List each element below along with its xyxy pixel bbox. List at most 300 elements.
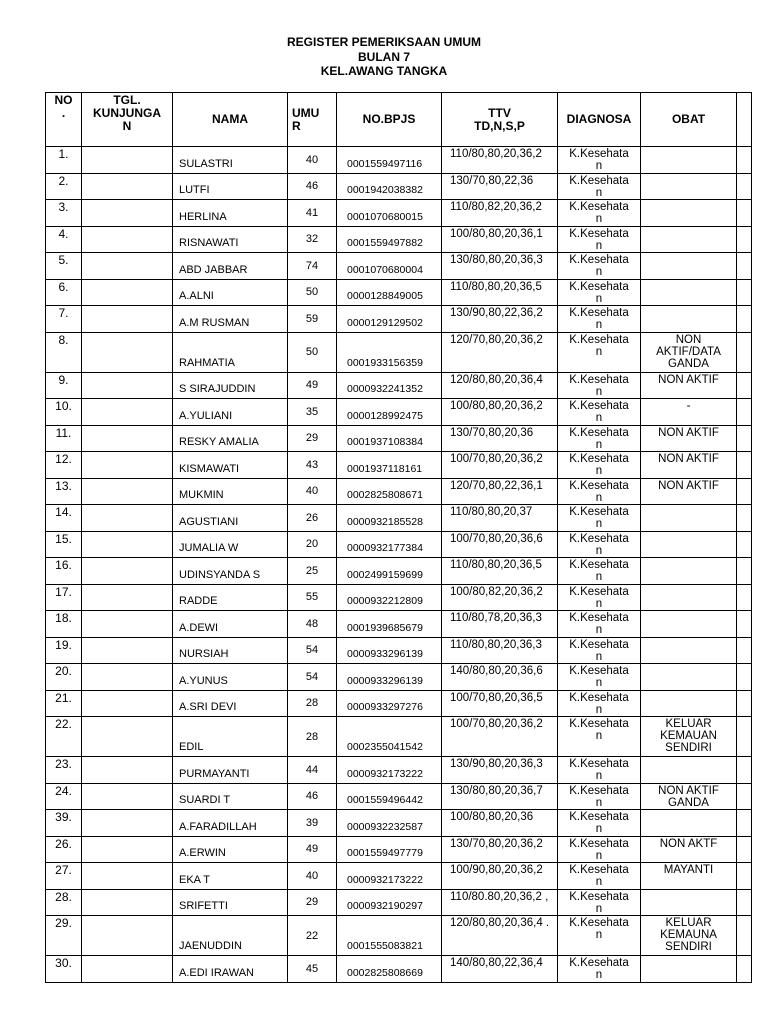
cell-extra: [737, 836, 752, 863]
cell-extra: [737, 200, 752, 227]
cell-no: 2.: [46, 173, 82, 200]
cell-ttv: 110/80.80,20,36,2 ,: [442, 889, 558, 916]
cell-extra: [737, 452, 752, 479]
cell-obat: KELUAR KEMAUNA SENDIRI: [641, 916, 737, 956]
table-row: [46, 399, 752, 426]
column-header-obat: OBAT: [641, 93, 737, 147]
cell-ttv: 130/80,80,20,36,7: [442, 783, 558, 810]
table-row: [46, 452, 752, 479]
cell-extra: [737, 611, 752, 638]
cell-extra: [737, 889, 752, 916]
cell-tgl-kunjungan: [82, 584, 173, 611]
cell-tgl-kunjungan: [82, 372, 173, 399]
cell-no: 4.: [46, 226, 82, 253]
cell-diagnosa: K.Kesehata n: [558, 836, 641, 863]
cell-nama: A.YULIANI: [173, 399, 288, 426]
cell-tgl-kunjungan: [82, 558, 173, 585]
cell-umur: 20: [288, 531, 337, 558]
column-header-tgl-kunjungan: TGL. KUNJUNGA N: [82, 93, 173, 147]
cell-no-bpjs: 0001070680015: [337, 200, 442, 227]
cell-ttv: 110/80,80,20,36,5: [442, 558, 558, 585]
table-row: [46, 173, 752, 200]
cell-diagnosa: K.Kesehata n: [558, 372, 641, 399]
cell-tgl-kunjungan: [82, 810, 173, 837]
column-header-extra: [737, 93, 752, 147]
cell-tgl-kunjungan: [82, 306, 173, 333]
cell-umur: 48: [288, 611, 337, 638]
cell-no: 18.: [46, 611, 82, 638]
cell-tgl-kunjungan: [82, 200, 173, 227]
table-row: [46, 253, 752, 280]
cell-extra: [737, 863, 752, 890]
cell-obat: -: [641, 399, 737, 426]
cell-umur: 54: [288, 637, 337, 664]
cell-extra: [737, 664, 752, 691]
cell-nama: JUMALIA W: [173, 531, 288, 558]
cell-no: 10.: [46, 399, 82, 426]
cell-umur: 43: [288, 452, 337, 479]
cell-ttv: 120/70,80,22,36,1: [442, 478, 558, 505]
cell-no: 11.: [46, 425, 82, 452]
cell-no: 13.: [46, 478, 82, 505]
cell-nama: AGUSTIANI: [173, 505, 288, 532]
document-title: [0, 35, 768, 79]
cell-extra: [737, 306, 752, 333]
cell-no-bpjs: 0000128992475: [337, 399, 442, 426]
cell-extra: [737, 690, 752, 717]
cell-no: 6.: [46, 279, 82, 306]
title-line-1: REGISTER PEMERIKSAAN UMUM: [286, 35, 481, 49]
cell-no-bpjs: 0002825808669: [337, 956, 442, 983]
cell-ttv: 120/70,80,20,36,2: [442, 332, 558, 372]
table-row: [46, 690, 752, 717]
cell-umur: 40: [288, 478, 337, 505]
cell-diagnosa: K.Kesehata n: [558, 425, 641, 452]
cell-no: 30.: [46, 956, 82, 983]
cell-no: 7.: [46, 306, 82, 333]
cell-diagnosa: K.Kesehata n: [558, 226, 641, 253]
cell-ttv: 100/80,80,20,36,1: [442, 226, 558, 253]
cell-extra: [737, 956, 752, 983]
cell-nama: ABD JABBAR: [173, 253, 288, 280]
cell-ttv: 100/70,80,20,36,2: [442, 452, 558, 479]
cell-diagnosa: K.Kesehata n: [558, 531, 641, 558]
cell-tgl-kunjungan: [82, 253, 173, 280]
cell-extra: [737, 478, 752, 505]
title-line-3: KEL.AWANG TANGKA: [320, 64, 448, 78]
cell-umur: 28: [288, 690, 337, 717]
cell-no-bpjs: 0001937108384: [337, 425, 442, 452]
cell-no-bpjs: 0002355041542: [337, 717, 442, 757]
cell-no: 1.: [46, 147, 82, 174]
cell-extra: [737, 332, 752, 372]
cell-tgl-kunjungan: [82, 956, 173, 983]
cell-ttv: 130/70,80,20,36: [442, 425, 558, 452]
table-row: [46, 664, 752, 691]
table-body: [46, 147, 752, 983]
cell-obat: MAYANTI: [641, 863, 737, 890]
cell-nama: A.DEWI: [173, 611, 288, 638]
table-row: [46, 757, 752, 784]
cell-tgl-kunjungan: [82, 452, 173, 479]
cell-no-bpjs: 0000932241352: [337, 372, 442, 399]
cell-extra: [737, 279, 752, 306]
column-header-ttv: TTV TD,N,S,P: [442, 93, 558, 147]
cell-umur: 26: [288, 505, 337, 532]
cell-umur: 40: [288, 147, 337, 174]
cell-diagnosa: K.Kesehata n: [558, 399, 641, 426]
cell-extra: [737, 372, 752, 399]
cell-ttv: 100/80,80,20,36: [442, 810, 558, 837]
cell-umur: 46: [288, 173, 337, 200]
cell-ttv: 130/70,80,20,36,2: [442, 836, 558, 863]
cell-nama: RESKY AMALIA: [173, 425, 288, 452]
cell-umur: 74: [288, 253, 337, 280]
cell-extra: [737, 173, 752, 200]
cell-tgl-kunjungan: [82, 332, 173, 372]
cell-no-bpjs: 0000933296139: [337, 664, 442, 691]
cell-tgl-kunjungan: [82, 425, 173, 452]
cell-no-bpjs: 0000932190297: [337, 889, 442, 916]
cell-obat: [641, 664, 737, 691]
cell-nama: A.M RUSMAN: [173, 306, 288, 333]
cell-tgl-kunjungan: [82, 836, 173, 863]
cell-umur: 49: [288, 836, 337, 863]
table-row: [46, 836, 752, 863]
cell-umur: 28: [288, 717, 337, 757]
table-row: [46, 558, 752, 585]
cell-extra: [737, 584, 752, 611]
cell-obat: [641, 956, 737, 983]
cell-obat: NON AKTIF: [641, 478, 737, 505]
cell-nama: SULASTRI: [173, 147, 288, 174]
cell-tgl-kunjungan: [82, 531, 173, 558]
cell-extra: [737, 147, 752, 174]
cell-no: 14.: [46, 505, 82, 532]
cell-obat: [641, 173, 737, 200]
column-header-no-bpjs: NO.BPJS: [337, 93, 442, 147]
table-row: [46, 279, 752, 306]
cell-diagnosa: K.Kesehata n: [558, 200, 641, 227]
cell-extra: [737, 717, 752, 757]
cell-ttv: 130/90,80,22,36,2: [442, 306, 558, 333]
cell-umur: 22: [288, 916, 337, 956]
table-row: [46, 637, 752, 664]
table-row: [46, 956, 752, 983]
cell-umur: 59: [288, 306, 337, 333]
cell-extra: [737, 425, 752, 452]
cell-diagnosa: K.Kesehata n: [558, 889, 641, 916]
cell-extra: [737, 637, 752, 664]
cell-no: 27.: [46, 863, 82, 890]
table-row: [46, 717, 752, 757]
cell-tgl-kunjungan: [82, 399, 173, 426]
cell-no-bpjs: 0001933156359: [337, 332, 442, 372]
cell-nama: RISNAWATI: [173, 226, 288, 253]
cell-nama: A.ALNI: [173, 279, 288, 306]
cell-diagnosa: K.Kesehata n: [558, 717, 641, 757]
cell-nama: HERLINA: [173, 200, 288, 227]
cell-obat: [641, 253, 737, 280]
cell-diagnosa: K.Kesehata n: [558, 863, 641, 890]
cell-umur: 35: [288, 399, 337, 426]
cell-no-bpjs: 0001559497779: [337, 836, 442, 863]
cell-ttv: 110/80,80,20,36,2: [442, 147, 558, 174]
cell-diagnosa: K.Kesehata n: [558, 147, 641, 174]
cell-no-bpjs: 0001559496442: [337, 783, 442, 810]
cell-no: 19.: [46, 637, 82, 664]
cell-extra: [737, 505, 752, 532]
cell-nama: LUTFI: [173, 173, 288, 200]
cell-diagnosa: K.Kesehata n: [558, 558, 641, 585]
cell-no: 39.: [46, 810, 82, 837]
cell-tgl-kunjungan: [82, 916, 173, 956]
cell-tgl-kunjungan: [82, 478, 173, 505]
cell-obat: [641, 611, 737, 638]
cell-no-bpjs: 0000129129502: [337, 306, 442, 333]
cell-nama: MUKMIN: [173, 478, 288, 505]
cell-nama: EKA T: [173, 863, 288, 890]
cell-no-bpjs: 0000932173222: [337, 757, 442, 784]
cell-no-bpjs: 0000933296139: [337, 637, 442, 664]
cell-tgl-kunjungan: [82, 637, 173, 664]
table-row: [46, 531, 752, 558]
cell-obat: [641, 558, 737, 585]
cell-tgl-kunjungan: [82, 226, 173, 253]
cell-ttv: 110/80,80,20,36,5: [442, 279, 558, 306]
table-row: [46, 147, 752, 174]
cell-obat: NON AKTIF: [641, 372, 737, 399]
table-row: [46, 863, 752, 890]
cell-no: 24.: [46, 783, 82, 810]
cell-tgl-kunjungan: [82, 664, 173, 691]
cell-no-bpjs: 0002499159699: [337, 558, 442, 585]
cell-obat: [641, 584, 737, 611]
table-row: [46, 200, 752, 227]
cell-obat: [641, 810, 737, 837]
cell-nama: A.EDI IRAWAN: [173, 956, 288, 983]
cell-tgl-kunjungan: [82, 757, 173, 784]
cell-umur: 29: [288, 425, 337, 452]
cell-tgl-kunjungan: [82, 279, 173, 306]
table-row: [46, 611, 752, 638]
cell-nama: PURMAYANTI: [173, 757, 288, 784]
cell-obat: [641, 531, 737, 558]
cell-no: 9.: [46, 372, 82, 399]
cell-no-bpjs: 0001070680004: [337, 253, 442, 280]
cell-nama: RAHMATIA: [173, 332, 288, 372]
cell-extra: [737, 226, 752, 253]
cell-ttv: 100/70,80,20,36,5: [442, 690, 558, 717]
cell-umur: 46: [288, 783, 337, 810]
cell-ttv: 130/90,80,20,36,3: [442, 757, 558, 784]
cell-nama: EDIL: [173, 717, 288, 757]
cell-obat: NON AKTF: [641, 836, 737, 863]
cell-ttv: 130/80,80,20,36,3: [442, 253, 558, 280]
cell-nama: A.FARADILLAH: [173, 810, 288, 837]
cell-nama: NURSIAH: [173, 637, 288, 664]
cell-tgl-kunjungan: [82, 863, 173, 890]
cell-umur: 39: [288, 810, 337, 837]
cell-tgl-kunjungan: [82, 717, 173, 757]
cell-tgl-kunjungan: [82, 611, 173, 638]
cell-obat: [641, 889, 737, 916]
cell-tgl-kunjungan: [82, 690, 173, 717]
cell-ttv: 100/70,80,20,36,2: [442, 717, 558, 757]
cell-ttv: 110/80,80,20,37: [442, 505, 558, 532]
cell-no: 23.: [46, 757, 82, 784]
cell-nama: A.YUNUS: [173, 664, 288, 691]
column-header-no: NO .: [46, 93, 82, 147]
cell-no-bpjs: 0000932232587: [337, 810, 442, 837]
cell-no: 29.: [46, 916, 82, 956]
cell-extra: [737, 757, 752, 784]
cell-obat: [641, 279, 737, 306]
cell-no-bpjs: 0000932212809: [337, 584, 442, 611]
register-table: [45, 92, 752, 983]
cell-umur: 29: [288, 889, 337, 916]
cell-diagnosa: K.Kesehata n: [558, 810, 641, 837]
table-row: [46, 916, 752, 956]
cell-obat: [641, 757, 737, 784]
cell-no: 22.: [46, 717, 82, 757]
cell-diagnosa: K.Kesehata n: [558, 664, 641, 691]
cell-nama: A.ERWIN: [173, 836, 288, 863]
cell-nama: A.SRI DEVI: [173, 690, 288, 717]
cell-no-bpjs: 0001559497116: [337, 147, 442, 174]
cell-obat: [641, 306, 737, 333]
cell-obat: KELUAR KEMAUAN SENDIRI: [641, 717, 737, 757]
cell-no-bpjs: 0001559497882: [337, 226, 442, 253]
cell-diagnosa: K.Kesehata n: [558, 505, 641, 532]
cell-extra: [737, 558, 752, 585]
cell-umur: 50: [288, 279, 337, 306]
cell-nama: UDINSYANDA S: [173, 558, 288, 585]
cell-diagnosa: K.Kesehata n: [558, 690, 641, 717]
cell-ttv: 120/80,80,20,36,4: [442, 372, 558, 399]
cell-diagnosa: K.Kesehata n: [558, 956, 641, 983]
cell-extra: [737, 783, 752, 810]
cell-ttv: 110/80,78,20,36,3: [442, 611, 558, 638]
cell-obat: [641, 147, 737, 174]
cell-diagnosa: K.Kesehata n: [558, 916, 641, 956]
table-header-row: [46, 93, 752, 147]
cell-umur: 40: [288, 863, 337, 890]
cell-nama: S SIRAJUDDIN: [173, 372, 288, 399]
cell-no: 15.: [46, 531, 82, 558]
cell-no-bpjs: 0000932177384: [337, 531, 442, 558]
cell-ttv: 130/70,80,22,36: [442, 173, 558, 200]
table-row: [46, 810, 752, 837]
cell-ttv: 140/80,80,22,36,4: [442, 956, 558, 983]
cell-diagnosa: K.Kesehata n: [558, 584, 641, 611]
table-row: [46, 584, 752, 611]
cell-nama: SUARDI T: [173, 783, 288, 810]
cell-no-bpjs: 0002825808671: [337, 478, 442, 505]
cell-extra: [737, 399, 752, 426]
cell-no: 3.: [46, 200, 82, 227]
cell-diagnosa: K.Kesehata n: [558, 279, 641, 306]
table-row: [46, 306, 752, 333]
cell-diagnosa: K.Kesehata n: [558, 173, 641, 200]
cell-nama: RADDE: [173, 584, 288, 611]
cell-ttv: 140/80,80,20,36,6: [442, 664, 558, 691]
table-row: [46, 425, 752, 452]
cell-no: 21.: [46, 690, 82, 717]
cell-no: 17.: [46, 584, 82, 611]
cell-diagnosa: K.Kesehata n: [558, 478, 641, 505]
column-header-umur: UMU R: [288, 93, 337, 147]
cell-umur: 41: [288, 200, 337, 227]
table-row: [46, 889, 752, 916]
cell-diagnosa: K.Kesehata n: [558, 757, 641, 784]
cell-diagnosa: K.Kesehata n: [558, 611, 641, 638]
cell-ttv: 110/80,82,20,36,2: [442, 200, 558, 227]
cell-umur: 25: [288, 558, 337, 585]
cell-ttv: 100/70,80,20,36,6: [442, 531, 558, 558]
cell-nama: KISMAWATI: [173, 452, 288, 479]
cell-no-bpjs: 0001937118161: [337, 452, 442, 479]
cell-obat: [641, 637, 737, 664]
cell-no: 8.: [46, 332, 82, 372]
cell-no: 16.: [46, 558, 82, 585]
cell-no-bpjs: 0000932173222: [337, 863, 442, 890]
cell-umur: 49: [288, 372, 337, 399]
cell-diagnosa: K.Kesehata n: [558, 332, 641, 372]
cell-diagnosa: K.Kesehata n: [558, 306, 641, 333]
table-row: [46, 332, 752, 372]
cell-diagnosa: K.Kesehata n: [558, 783, 641, 810]
table-row: [46, 372, 752, 399]
cell-tgl-kunjungan: [82, 173, 173, 200]
cell-no-bpjs: 0000128849005: [337, 279, 442, 306]
column-header-nama: NAMA: [173, 93, 288, 147]
column-header-diagnosa: DIAGNOSA: [558, 93, 641, 147]
cell-ttv: 100/80,82,20,36,2: [442, 584, 558, 611]
cell-ttv: 110/80,80,20,36,3: [442, 637, 558, 664]
cell-umur: 32: [288, 226, 337, 253]
table-row: [46, 478, 752, 505]
title-line-2: BULAN 7: [357, 49, 410, 64]
cell-ttv: 120/80,80,20,36,4 .: [442, 916, 558, 956]
cell-no: 28.: [46, 889, 82, 916]
cell-obat: NON AKTIF/DATA GANDA: [641, 332, 737, 372]
cell-obat: [641, 226, 737, 253]
table-row: [46, 783, 752, 810]
cell-no-bpjs: 0001939685679: [337, 611, 442, 638]
cell-umur: 55: [288, 584, 337, 611]
cell-extra: [737, 916, 752, 956]
cell-no: 5.: [46, 253, 82, 280]
cell-no: 12.: [46, 452, 82, 479]
cell-umur: 45: [288, 956, 337, 983]
cell-ttv: 100/90,80,20,36,2: [442, 863, 558, 890]
cell-obat: NON AKTIF GANDA: [641, 783, 737, 810]
cell-obat: [641, 690, 737, 717]
cell-extra: [737, 253, 752, 280]
table-row: [46, 505, 752, 532]
cell-tgl-kunjungan: [82, 889, 173, 916]
cell-no-bpjs: 0001555083821: [337, 916, 442, 956]
cell-extra: [737, 531, 752, 558]
cell-no-bpjs: 0001942038382: [337, 173, 442, 200]
cell-nama: JAENUDDIN: [173, 916, 288, 956]
cell-tgl-kunjungan: [82, 783, 173, 810]
cell-obat: NON AKTIF: [641, 425, 737, 452]
cell-diagnosa: K.Kesehata n: [558, 637, 641, 664]
cell-obat: [641, 200, 737, 227]
cell-ttv: 100/80,80,20,36,2: [442, 399, 558, 426]
